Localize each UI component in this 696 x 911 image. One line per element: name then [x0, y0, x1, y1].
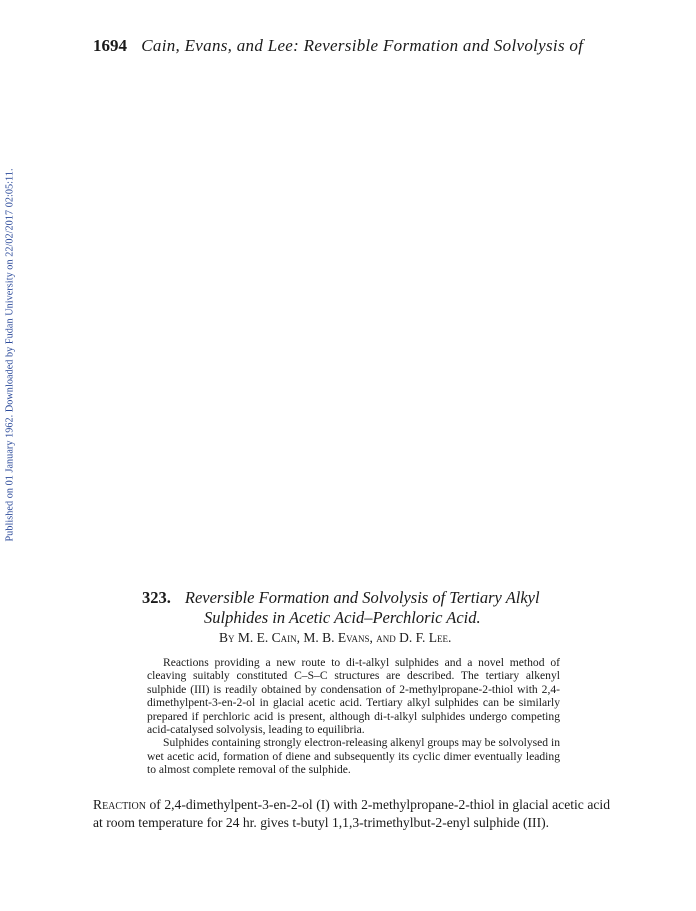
- running-title: Cain, Evans, and Lee: Reversible Formation and Solvolysis of: [141, 36, 584, 55]
- abstract-paragraph-2: Sulphides containing strongly electron-releasing alkenyl groups may be solvolysed in wet acetic acid, formation of diene and subsequently its cyclic dimer eventually leading to almost complete removal of the sulphide.: [147, 736, 561, 777]
- article-title: [142, 588, 612, 628]
- body-paragraph: [93, 796, 610, 831]
- download-watermark-text: Published on 01 January 1962. Downloaded by Fudan University on 22/02/2017 02:05:11.: [4, 168, 16, 542]
- body-paragraph-text: of 2,4-dimethylpent-3-en-2-ol (I) with 2-methylpropane-2-thiol in glacial acetic acid at room temperature for 24 hr. gives t-butyl 1,1,3-trimethylbut-2-enyl sulphide (III).: [93, 797, 610, 830]
- lead-word: Reaction: [93, 797, 146, 812]
- abstract-paragraph-1: Reactions providing a new route to di-t-alkyl sulphides and a novel method of cleaving suitably constituted C–S–C structures are described. The tertiary alkenyl sulphide (III) is readily obtained by condensation of 2-methylpropane-2-thiol with 2,4-dimethylpent-3-en-2-ol in glacial acetic acid. Tertiary alkyl sulphides can be similarly prepared if perchloric acid is present, although di-t-alkyl sulphides undergo competing acid-catalysed solvolysis, leading to equilibria.: [147, 656, 560, 737]
- author-line: By M. E. Cain, M. B. Evans, and D. F. Lee.: [219, 630, 452, 645]
- download-watermark: [2, 160, 18, 550]
- title-text-1: Reversible Formation and Solvolysis of Tertiary Alkyl: [184, 588, 540, 607]
- article-title-line-1: [142, 588, 612, 608]
- abstract: [147, 656, 560, 777]
- running-header: [93, 36, 583, 56]
- title-text-2: Sulphides in Acetic Acid–Perchloric Acid.: [204, 608, 481, 627]
- page-number: 1694: [93, 36, 127, 55]
- article-number: 323.: [142, 588, 171, 607]
- body-text: [93, 796, 610, 831]
